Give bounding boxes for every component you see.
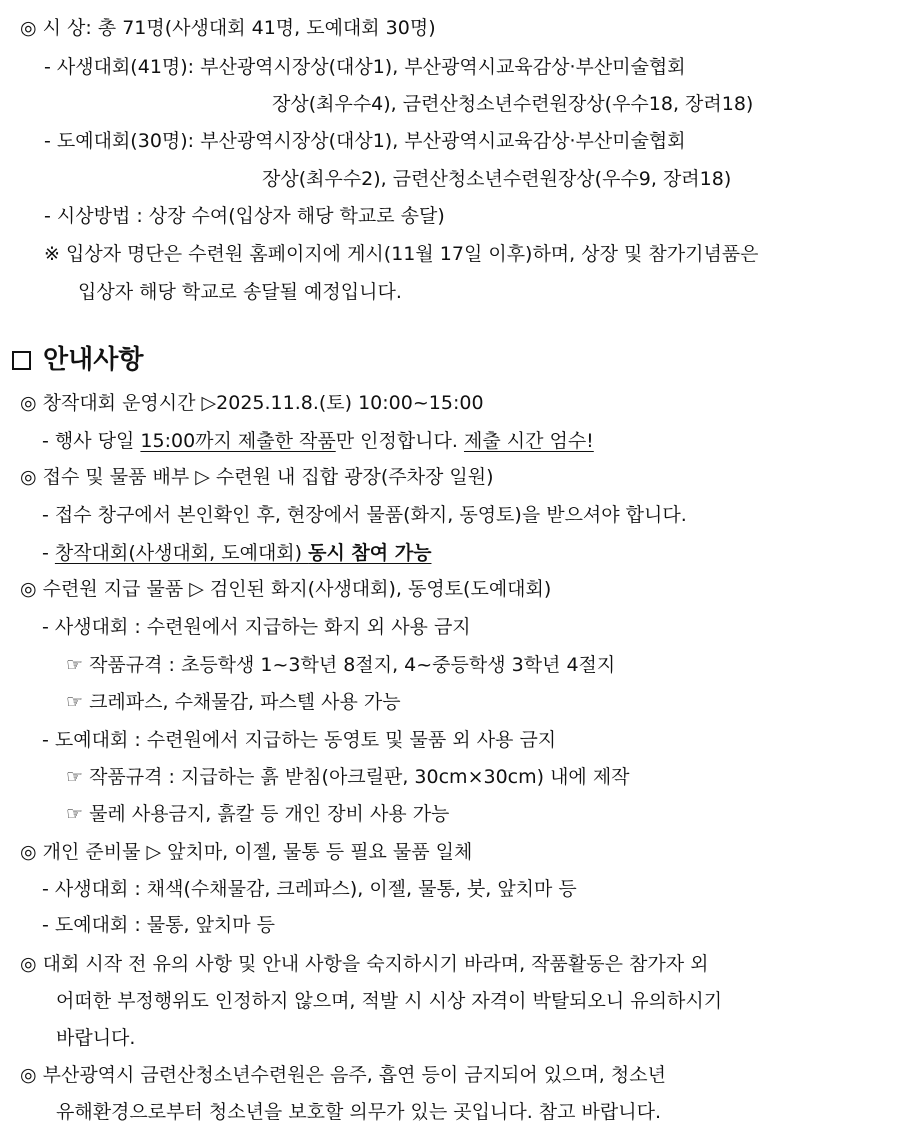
operating-time-detail [42, 429, 594, 453]
rules-line-1: ◎ 대회 시작 전 유의 사항 및 안내 사항을 숙지하시기 바라며, 작품활동은 참가자 외 [20, 953, 709, 975]
award-method: - 시상방법 : 상장 수여(입상자 해당 학교로 송달) [44, 205, 445, 227]
text-segment: 만 인정합니다. [335, 430, 464, 452]
rules-line-2: 어떠한 부정행위도 인정하지 않으며, 적발 시 시상 자격이 박탈되오니 유의하시기 [56, 990, 723, 1012]
square-bullet-icon [12, 351, 31, 370]
supplies-ceramic: - 도예대회 : 수련원에서 지급하는 동영토 및 물품 외 사용 금지 [42, 729, 557, 751]
supplies-painting-size: ☞ 작품규격 : 초등학생 1~3학년 8절지, 4~중등학생 3학년 4절지 [66, 654, 616, 676]
dual-participation-note: 동시 참여 가능 [308, 542, 432, 564]
supplies-ceramic-equipment: ☞ 물레 사용금지, 흙칼 등 개인 장비 사용 가능 [66, 803, 450, 825]
award-painting-line: - 사생대회(41명): 부산광역시장상(대상1), 부산광역시교육감상·부산미술협회 [44, 56, 686, 78]
registration-detail: - 접수 창구에서 본인확인 후, 현장에서 물품(화지, 동영토)을 받으셔야 합니다. [42, 504, 687, 526]
personal-items-title: ◎ 개인 준비물 ▷ 앞치마, 이젤, 물통 등 필요 물품 일체 [20, 841, 473, 863]
supplies-painting-materials: ☞ 크레파스, 수채물감, 파스텔 사용 가능 [66, 691, 401, 713]
supplies-title: ◎ 수련원 지급 물품 ▷ 검인된 화지(사생대회), 동영토(도예대회) [20, 578, 552, 600]
rules-line-3: 바랍니다. [56, 1027, 136, 1049]
underlined-deadline: 15:00까지 제출한 작품 [140, 430, 336, 452]
supplies-ceramic-size: ☞ 작품규격 : 지급하는 흙 받침(아크릴판, 30cm×30cm) 내에 제작 [66, 766, 630, 788]
personal-items-ceramic: - 도예대회 : 물통, 앞치마 등 [42, 914, 276, 936]
award-note: ※ 입상자 명단은 수련원 홈페이지에 게시(11월 17일 이후)하며, 상장 및 참가기념품은 [44, 243, 759, 265]
text-segment: - [42, 542, 55, 564]
prohibition-line-1: ◎ 부산광역시 금련산청소년수련원은 음주, 흡연 등이 금지되어 있으며, 청소년 [20, 1064, 666, 1086]
award-title: ◎ 시 상: 총 71명(사생대회 41명, 도예대회 30명) [20, 17, 436, 39]
registration-dual-entry [42, 541, 431, 565]
award-note-cont: 입상자 해당 학교로 송달될 예정입니다. [78, 281, 402, 303]
notice-heading-row [12, 343, 143, 377]
notice-heading: 안내사항 [43, 345, 144, 375]
prohibition-line-2: 유해환경으로부터 청소년을 보호할 의무가 있는 곳입니다. 참고 바랍니다. [56, 1101, 661, 1123]
text-segment: - 행사 당일 [42, 430, 141, 452]
underlined-contest-names: 창작대회(사생대회, 도예대회) [54, 542, 309, 564]
personal-items-painting: - 사생대회 : 채색(수채물감, 크레파스), 이젤, 물통, 붓, 앞치마 등 [42, 878, 577, 900]
award-ceramic-line: - 도예대회(30명): 부산광역시장상(대상1), 부산광역시교육감상·부산미술협회 [44, 130, 686, 152]
supplies-painting: - 사생대회 : 수련원에서 지급하는 화지 외 사용 금지 [42, 616, 471, 638]
underlined-warning: 제출 시간 엄수! [463, 430, 594, 452]
award-painting-line-cont: 장상(최우수4), 금련산청소년수련원장상(우수18, 장려18) [272, 93, 754, 115]
registration-title: ◎ 접수 및 물품 배부 ▷ 수련원 내 집합 광장(주차장 일원) [20, 466, 494, 488]
award-ceramic-line-cont: 장상(최우수2), 금련산청소년수련원장상(우수9, 장려18) [262, 168, 732, 190]
operating-time-title: ◎ 창작대회 운영시간 ▷2025.11.8.(토) 10:00~15:00 [20, 392, 484, 414]
